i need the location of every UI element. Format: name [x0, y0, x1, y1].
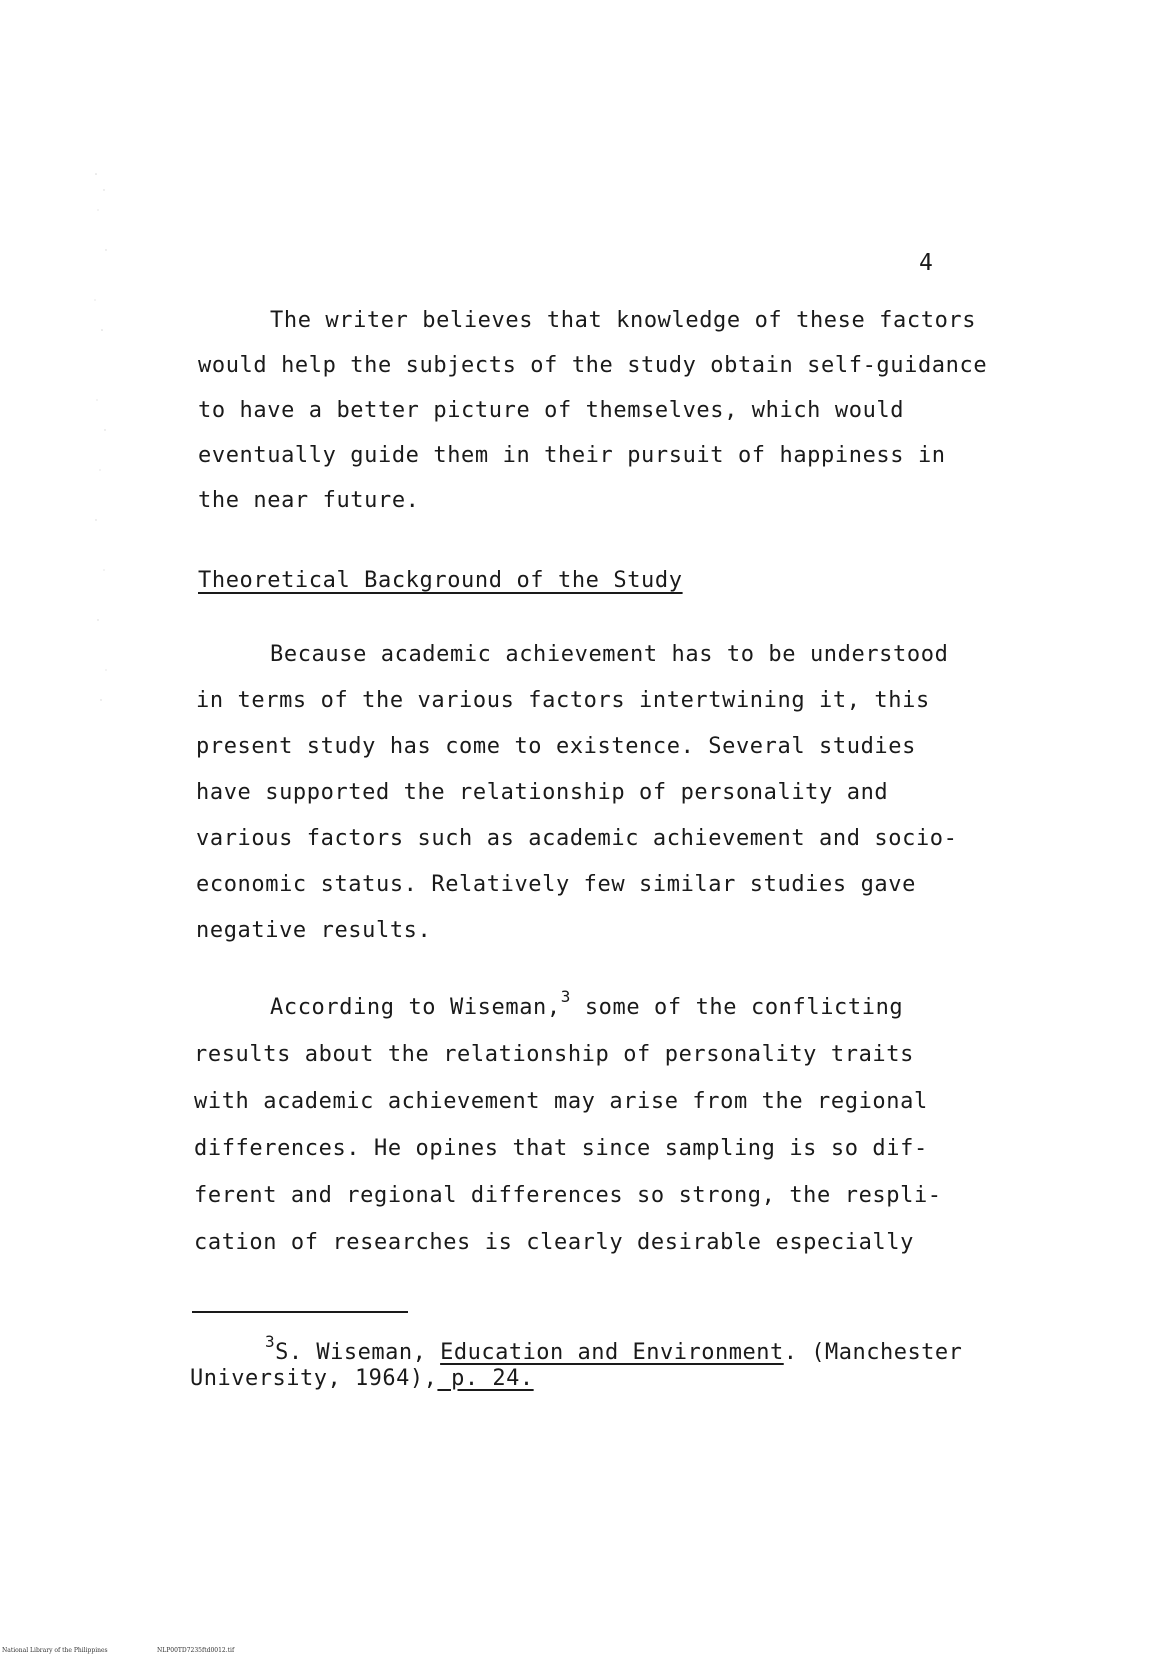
footnote-line-2: [190, 1366, 534, 1391]
footnote-separator: [192, 1311, 408, 1313]
paragraph-3-line-6: cation of researches is clearly desirable especially: [194, 1230, 914, 1255]
paragraph-2-line-5: various factors such as academic achievement and socio-: [196, 826, 958, 851]
paragraph-2-line-6: economic status. Relatively few similar studies gave: [196, 872, 916, 897]
paragraph-1-line-2: would help the subjects of the study obtain self-guidance: [198, 353, 988, 378]
footnote-reference: 3: [560, 987, 571, 1006]
footnote-marker: 3: [265, 1332, 276, 1351]
paragraph-3-line-5: ferent and regional differences so strong, the respli-: [194, 1183, 942, 1208]
section-heading: Theoretical Background of the Study: [198, 568, 683, 593]
paragraph-1-line-3: to have a better picture of themselves, which would: [198, 398, 905, 423]
margin-scan-specks: [92, 170, 112, 710]
library-credit: National Library of the Philippines: [2, 1647, 108, 1654]
footnote-page-reference: p. 24.: [437, 1366, 534, 1391]
paragraph-3-line-4: differences. He opines that since sampling is so dif-: [194, 1136, 928, 1161]
footnote-publisher-year: University, 1964),: [190, 1366, 438, 1391]
footnote-publisher-start: . (Manchester: [783, 1340, 963, 1365]
paragraph-2-line-1: Because academic achievement has to be understood: [270, 642, 949, 667]
scan-file-id: NLP00TD7235ftd0012.tif: [157, 1647, 235, 1654]
paragraph-3-line-3: with academic achievement may arise from the regional: [194, 1089, 928, 1114]
footnote-book-title: Education and Environment: [440, 1340, 784, 1365]
paragraph-2-line-3: present study has come to existence. Several studies: [196, 734, 916, 759]
paragraph-3-line-1: [270, 987, 904, 1020]
footnote-line-1: [265, 1332, 963, 1365]
paragraph-1-line-5: the near future.: [198, 488, 420, 513]
paragraph-2-line-4: have supported the relationship of personality and: [196, 780, 889, 805]
page-number: 4: [919, 250, 934, 276]
footnote-author: S. Wiseman,: [275, 1340, 427, 1365]
paragraph-2-line-2: in terms of the various factors intertwining it, this: [196, 688, 930, 713]
paragraph-2-line-7: negative results.: [196, 918, 432, 943]
paragraph-3-line-1-start: According to Wiseman,: [270, 995, 561, 1020]
paragraph-3-line-2: results about the relationship of personality traits: [194, 1042, 914, 1067]
paragraph-3-line-1-end: some of the conflicting: [570, 995, 904, 1020]
paragraph-1-line-1: The writer believes that knowledge of these factors: [270, 308, 977, 333]
paragraph-1-line-4: eventually guide them in their pursuit of happiness in: [198, 443, 946, 468]
